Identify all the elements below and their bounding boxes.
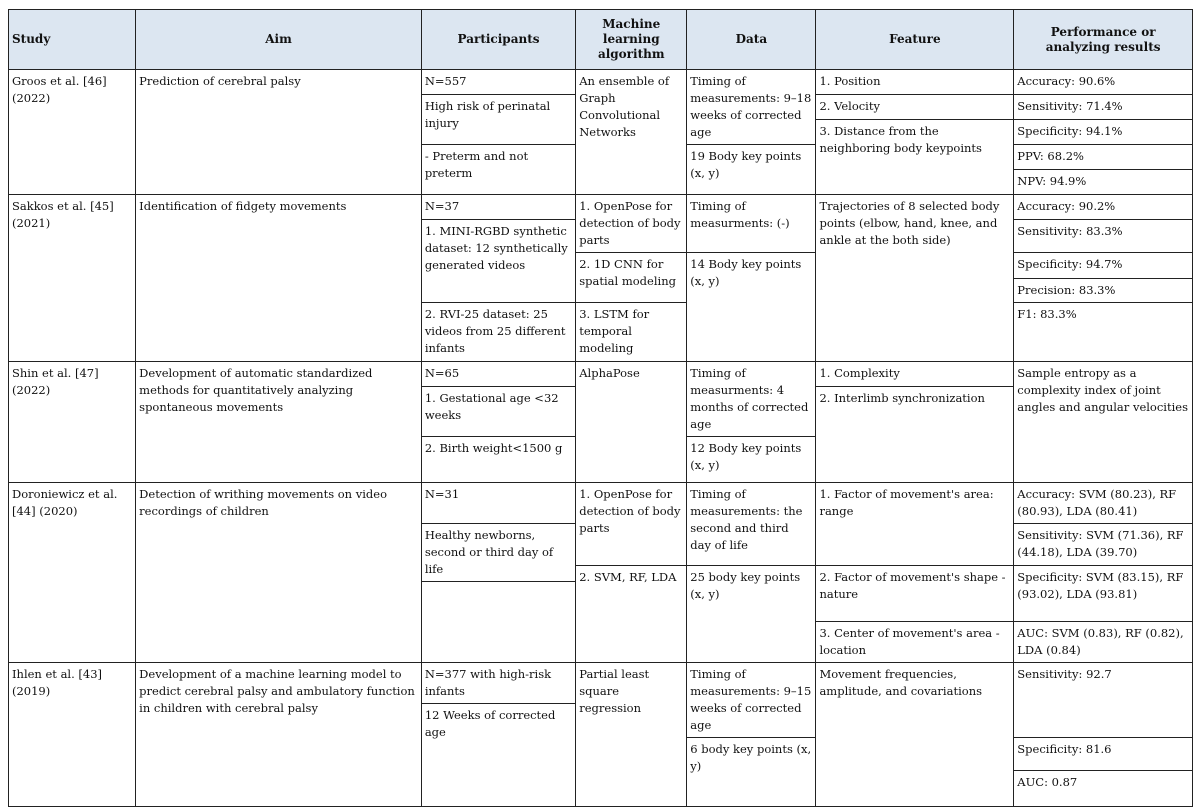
participants-cell: Healthy newborns, second or third day of life — [421, 524, 575, 582]
performance-cell: Accuracy: 90.6% — [1014, 70, 1193, 95]
feature-cell: 3. Distance from the neighboring body keypoints — [816, 120, 1014, 195]
algorithm-cell: An ensemble of Graph Convolutional Networks — [576, 70, 687, 195]
feature-cell: 2. Velocity — [816, 95, 1014, 120]
data-cell: 12 Body key points (x, y) — [687, 437, 816, 483]
performance-cell: F1: 83.3% — [1014, 303, 1193, 362]
header-data: Data — [687, 10, 816, 70]
performance-cell: Sensitivity: SVM (71.36), RF (44.18), LDA (39.70) — [1014, 524, 1193, 566]
performance-cell: AUC: 0.87 — [1014, 771, 1193, 807]
performance-cell: AUC: SVM (0.83), RF (0.82), LDA (0.84) — [1014, 622, 1193, 663]
feature-cell: 1. Complexity — [816, 362, 1014, 387]
performance-cell: Accuracy: SVM (80.23), RF (80.93), LDA (80.41) — [1014, 483, 1193, 524]
header-performance: Performance or analyzing results — [1014, 10, 1193, 70]
study-cell: Groos et al. [46] (2022) — [9, 70, 136, 195]
participants-cell: N=377 with high-risk infants — [421, 663, 575, 704]
data-cell: Timing of measurements: 9–15 weeks of corrected age — [687, 663, 816, 738]
data-cell: Timing of measurements: the second and third day of life — [687, 483, 816, 566]
performance-cell: PPV: 68.2% — [1014, 145, 1193, 170]
performance-cell: Accuracy: 90.2% — [1014, 195, 1193, 220]
participants-cell: N=31 — [421, 483, 575, 524]
feature-cell: Trajectories of 8 selected body points (elbow, hand, knee, and ankle at the both side) — [816, 195, 1014, 362]
feature-cell: 1. Factor of movement's area: range — [816, 483, 1014, 566]
algorithm-cell: Partial least square regression — [576, 663, 687, 807]
performance-cell: Specificity: 94.7% — [1014, 253, 1193, 279]
participants-cell: N=65 — [421, 362, 575, 387]
algorithm-cell: 1. OpenPose for detection of body parts — [576, 483, 687, 566]
study-cell: Doroniewicz et al. [44] (2020) — [9, 483, 136, 663]
performance-cell: Precision: 83.3% — [1014, 279, 1193, 303]
data-cell: Timing of measurments: 4 months of corrected age — [687, 362, 816, 437]
data-cell: Timing of measurments: (-) — [687, 195, 816, 253]
aim-cell: Prediction of cerebral palsy — [136, 70, 422, 195]
participants-cell: High risk of perinatal injury — [421, 95, 575, 145]
study-cell: Sakkos et al. [45] (2021) — [9, 195, 136, 362]
data-cell: 6 body key points (x, y) — [687, 738, 816, 807]
performance-cell: Sensitivity: 83.3% — [1014, 220, 1193, 253]
feature-cell: Movement frequencies, amplitude, and covariations — [816, 663, 1014, 807]
algorithm-cell: 2. 1D CNN for spatial modeling — [576, 253, 687, 303]
feature-cell: 1. Position — [816, 70, 1014, 95]
participants-cell: 1. Gestational age <32 weeks — [421, 387, 575, 437]
feature-cell: 2. Interlimb synchronization — [816, 387, 1014, 483]
algorithm-cell: 3. LSTM for temporal modeling — [576, 303, 687, 362]
data-cell: Timing of measurements: 9–18 weeks of corrected age — [687, 70, 816, 145]
algorithm-cell: 2. SVM, RF, LDA — [576, 566, 687, 663]
header-aim: Aim — [136, 10, 422, 70]
participants-cell: N=37 — [421, 195, 575, 220]
performance-cell: Sensitivity: 71.4% — [1014, 95, 1193, 120]
performance-cell: Specificity: 94.1% — [1014, 120, 1193, 145]
study-cell: Shin et al. [47] (2022) — [9, 362, 136, 483]
table-row — [9, 195, 1193, 220]
performance-cell: Specificity: 81.6 — [1014, 738, 1193, 771]
participants-cell: - Preterm and not preterm — [421, 145, 575, 195]
algorithm-cell: 1. OpenPose for detection of body parts — [576, 195, 687, 253]
participants-cell: N=557 — [421, 70, 575, 95]
performance-cell: Sample entropy as a complexity index of joint angles and angular velocities — [1014, 362, 1193, 483]
feature-cell: 2. Factor of movement's shape - nature — [816, 566, 1014, 622]
aim-cell: Development of automatic standardized methods for quantitatively analyzing spontaneous movements — [136, 362, 422, 483]
data-cell: 14 Body key points (x, y) — [687, 253, 816, 362]
performance-cell: Specificity: SVM (83.15), RF (93.02), LDA (93.81) — [1014, 566, 1193, 622]
participants-cell: 2. Birth weight<1500 g — [421, 437, 575, 483]
feature-cell: 3. Center of movement's area - location — [816, 622, 1014, 663]
header-row — [9, 10, 1193, 70]
header-study: Study — [9, 10, 136, 70]
aim-cell: Detection of writhing movements on video recordings of children — [136, 483, 422, 663]
aim-cell: Identification of fidgety movements — [136, 195, 422, 362]
participants-cell: 2. RVI-25 dataset: 25 videos from 25 different infants — [421, 303, 575, 362]
table-row — [9, 362, 1193, 387]
table-row — [9, 663, 1193, 704]
data-cell: 25 body key points (x, y) — [687, 566, 816, 663]
data-cell: 19 Body key points (x, y) — [687, 145, 816, 195]
header-participants: Participants — [421, 10, 575, 70]
participants-cell: 12 Weeks of corrected age — [421, 704, 575, 807]
results-table-wrapper — [8, 9, 1193, 789]
results-table — [8, 9, 1193, 807]
algorithm-cell: AlphaPose — [576, 362, 687, 483]
participants-cell: 1. MINI-RGBD synthetic dataset: 12 synthetically generated videos — [421, 220, 575, 303]
aim-cell: Development of a machine learning model to predict cerebral palsy and ambulatory function in children with cerebral palsy — [136, 663, 422, 807]
study-cell: Ihlen et al. [43] (2019) — [9, 663, 136, 807]
table-row — [9, 483, 1193, 524]
performance-cell: NPV: 94.9% — [1014, 170, 1193, 195]
table-row — [9, 70, 1193, 95]
performance-cell: Sensitivity: 92.7 — [1014, 663, 1193, 738]
header-algorithm: Machine learning algorithm — [576, 10, 687, 70]
header-feature: Feature — [816, 10, 1014, 70]
participants-cell — [421, 582, 575, 663]
